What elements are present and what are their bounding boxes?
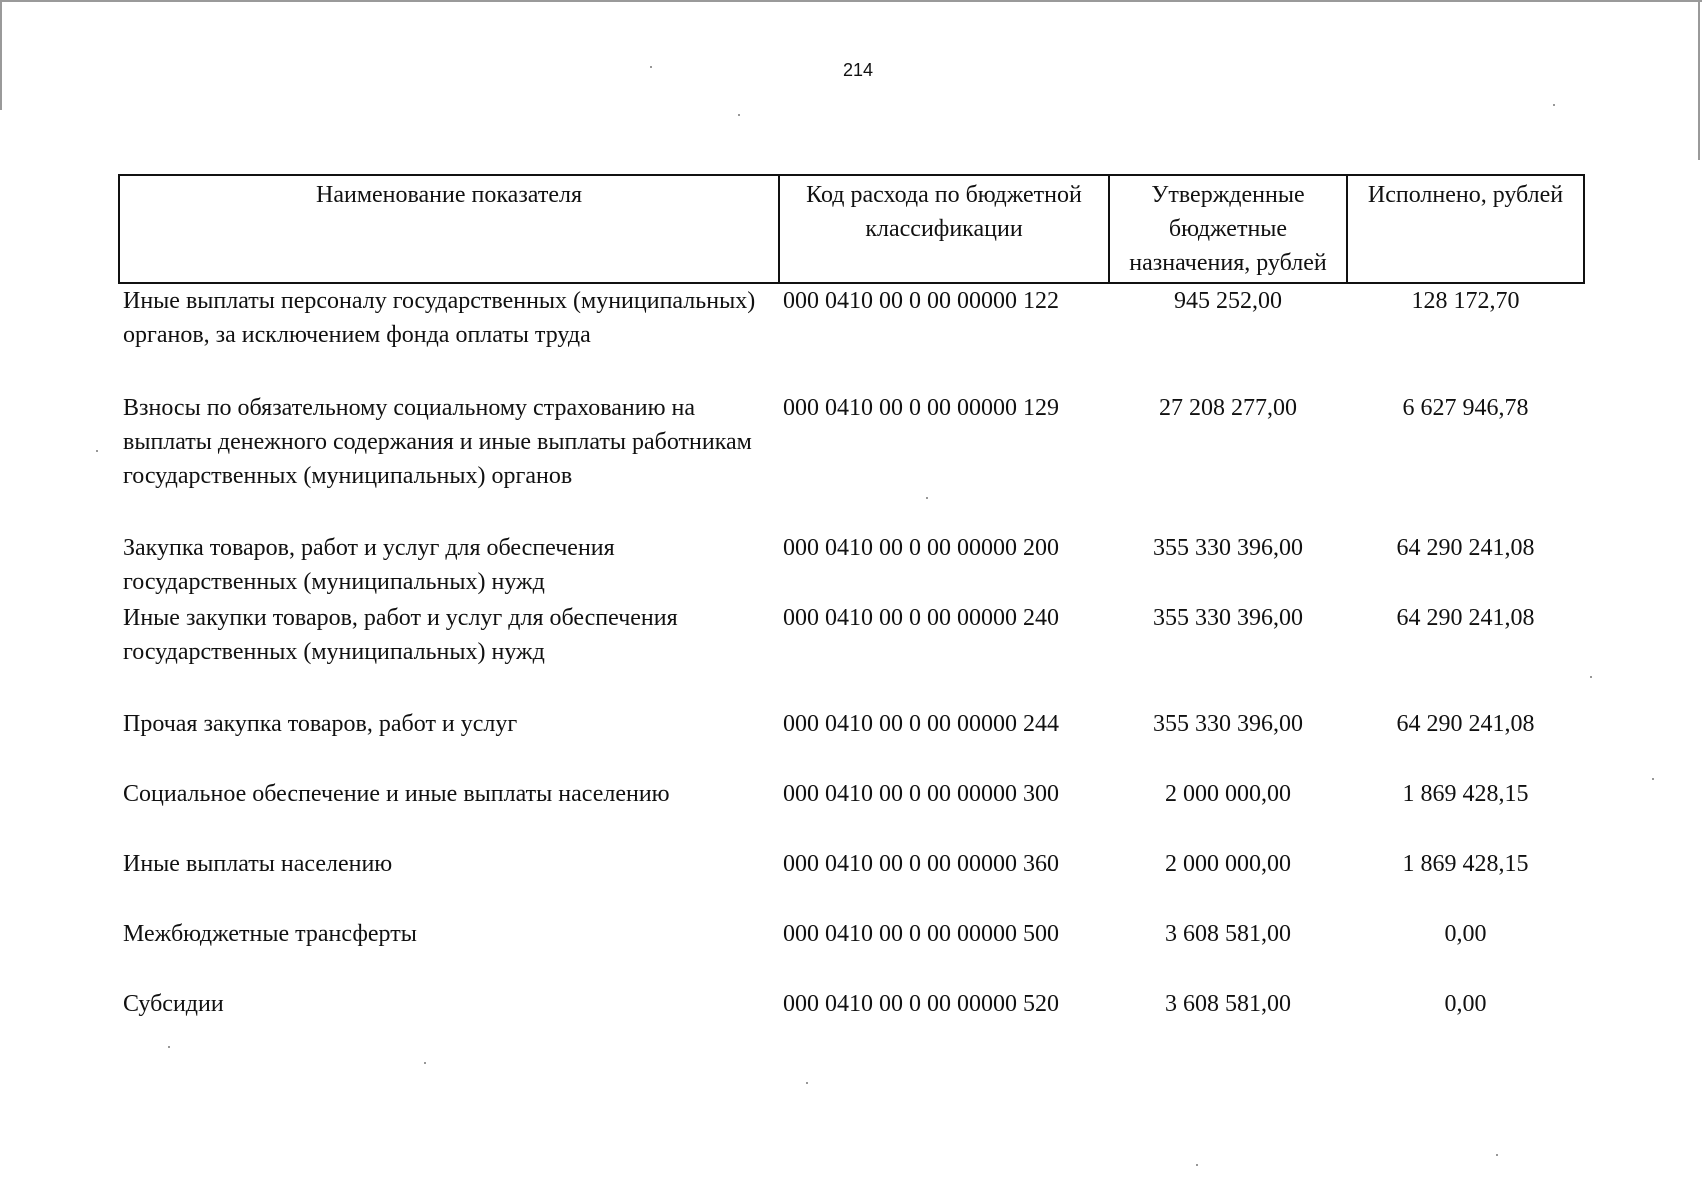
row-expense-code: 000 0410 00 0 00 00000 240 (783, 605, 1059, 631)
row-expense-code: 000 0410 00 0 00 00000 500 (783, 921, 1059, 947)
row-approved-amount: 27 208 277,00 (1159, 395, 1297, 421)
row-expense-code: 000 0410 00 0 00 00000 300 (783, 781, 1059, 807)
row-expense-code: 000 0410 00 0 00 00000 122 (783, 288, 1059, 314)
row-approved-amount: 945 252,00 (1174, 288, 1282, 314)
table-row (119, 601, 1584, 707)
row-executed-amount: 64 290 241,08 (1396, 711, 1535, 737)
row-indicator-name: Иные выплаты персоналу государственных (муниципальных) органов, за исключением фонда оплаты труда (123, 288, 756, 348)
row-executed-amount: 64 290 241,08 (1396, 535, 1535, 561)
row-approved-amount: 3 608 581,00 (1165, 921, 1291, 947)
budget-execution-table (118, 174, 1585, 1057)
scan-speck (806, 1082, 808, 1084)
row-approved-amount: 355 330 396,00 (1153, 711, 1303, 737)
row-expense-code: 000 0410 00 0 00 00000 520 (783, 991, 1059, 1017)
scan-speck (1196, 1164, 1198, 1166)
scan-speck (1553, 104, 1555, 106)
scan-speck (1652, 778, 1654, 780)
table-row (119, 531, 1584, 601)
scan-speck (96, 450, 98, 452)
row-executed-amount: 6 627 946,78 (1402, 395, 1529, 421)
row-approved-amount: 2 000 000,00 (1165, 781, 1291, 807)
row-approved-amount: 2 000 000,00 (1165, 851, 1291, 877)
table-row (119, 283, 1584, 391)
row-executed-amount: 64 290 241,08 (1396, 605, 1535, 631)
row-expense-code: 000 0410 00 0 00 00000 129 (783, 395, 1059, 421)
table-row (119, 847, 1584, 917)
row-expense-code: 000 0410 00 0 00 00000 200 (783, 535, 1059, 561)
row-executed-amount: 1 869 428,15 (1402, 851, 1529, 877)
page-number: 214 (842, 60, 874, 80)
row-expense-code: 000 0410 00 0 00 00000 360 (783, 851, 1059, 877)
row-indicator-name: Иные выплаты населению (123, 851, 393, 877)
row-indicator-name: Прочая закупка товаров, работ и услуг (123, 711, 518, 737)
table-header-row (119, 175, 1584, 283)
scan-speck (1590, 676, 1592, 678)
table-row (119, 391, 1584, 531)
row-approved-amount: 355 330 396,00 (1153, 535, 1303, 561)
scan-speck (1496, 1154, 1498, 1156)
row-indicator-name: Закупка товаров, работ и услуг для обеспечения государственных (муниципальных) нужд (123, 535, 615, 595)
scan-edge-left (0, 0, 2, 110)
row-executed-amount: 0,00 (1444, 991, 1487, 1017)
scan-edge-top (0, 0, 1702, 2)
row-expense-code: 000 0410 00 0 00 00000 244 (783, 711, 1059, 737)
table-row (119, 707, 1584, 777)
table-row (119, 777, 1584, 847)
row-executed-amount: 1 869 428,15 (1402, 781, 1529, 807)
row-approved-amount: 3 608 581,00 (1165, 991, 1291, 1017)
row-indicator-name: Межбюджетные трансферты (123, 921, 417, 947)
row-indicator-name: Социальное обеспечение и иные выплаты населению (123, 781, 670, 807)
scan-speck (738, 114, 740, 116)
table-row (119, 987, 1584, 1057)
row-approved-amount: 355 330 396,00 (1153, 605, 1303, 631)
scan-speck (424, 1062, 426, 1064)
row-executed-amount: 128 172,70 (1411, 288, 1520, 314)
header-executed: Исполнено, рублей (1347, 175, 1584, 283)
table-row (119, 917, 1584, 987)
row-indicator-name: Субсидии (123, 991, 224, 1017)
row-indicator-name: Иные закупки товаров, работ и услуг для обеспечения государственных (муниципальных) нужд (123, 605, 678, 665)
header-indicator-name: Наименование показателя (119, 175, 779, 283)
row-executed-amount: 0,00 (1444, 921, 1487, 947)
header-expense-code: Код расхода по бюджетной классификации (779, 175, 1109, 283)
row-indicator-name: Взносы по обязательному социальному страхованию на выплаты денежного содержания и иные выплаты работникам государственных (муниципальных) органов (123, 395, 752, 489)
header-approved-budget: Утвержденные бюджетные назначения, рублей (1109, 175, 1347, 283)
